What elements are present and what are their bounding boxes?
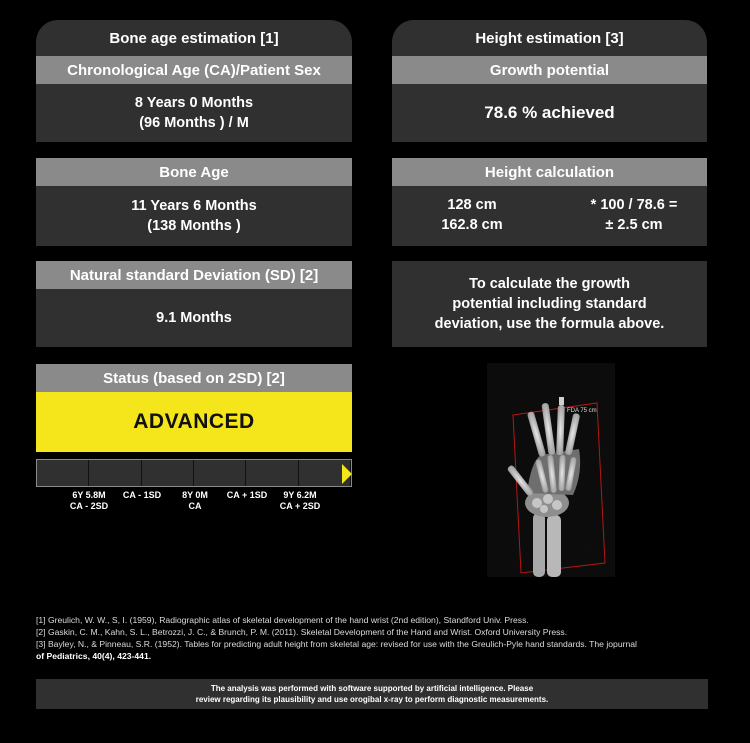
height-calculation-title: Height calculation (392, 158, 707, 186)
bone-age-months: (138 Months ) (147, 218, 241, 234)
ai-disclaimer (36, 679, 708, 709)
status-marker-icon (342, 464, 352, 484)
references (36, 614, 716, 662)
bone-age-years: 11 Years 6 Months (131, 198, 257, 214)
chronological-age-months-sex: (96 Months ) / M (139, 115, 249, 131)
scale-segment (37, 460, 89, 486)
scale-label-ca-age: 8Y 0M (182, 490, 208, 500)
growth-potential-value (392, 84, 707, 142)
height-calc-right (584, 195, 684, 235)
scale-label-minus-1sd-text: CA - 1SD (122, 490, 162, 500)
predicted-height: 162.8 cm (441, 217, 503, 233)
sd-months: 9.1 Months (156, 310, 232, 326)
sd-value (36, 289, 352, 347)
height-calc-left (437, 195, 507, 235)
reference-2: [2] Gaskin, C. M., Kahn, S. L., Betrozzi, J. C., & Brunch, P. M. (2011). Skeletal Development of the Hand and Wrist. Oxford University Press. (36, 627, 568, 637)
status-scale-bar (36, 459, 352, 487)
growth-note-line3: deviation, use the formula above. (434, 316, 665, 332)
current-height: 128 cm (447, 197, 497, 213)
height-tolerance: ± 2.5 cm (605, 217, 663, 233)
growth-note-line2: potential including standard (452, 296, 647, 312)
chronological-age-value (36, 84, 352, 142)
disclaimer-line1: The analysis was performed with software supported by artificial intelligence. Please (210, 684, 534, 693)
scale-label-minus-2sd-text: CA - 2SD (69, 501, 109, 511)
growth-note-line1: To calculate the growth (469, 276, 630, 292)
scale-label-plus-1sd-text: CA + 1SD (226, 490, 268, 500)
scale-label-plus-2sd-text: CA + 2SD (279, 501, 321, 511)
sd-title: Natural standard Deviation (SD) [2] (36, 261, 352, 289)
growth-potential-title: Growth potential (392, 56, 707, 84)
scale-label-ca-text: CA (188, 501, 202, 511)
scale-segment (246, 460, 298, 486)
hand-xray-graphic (487, 363, 615, 577)
height-calculation-body (392, 186, 707, 246)
xray-fda-label: FDA 75 cm (567, 408, 597, 414)
height-panel-header: Height estimation [3] (392, 20, 707, 56)
scale-segment (89, 460, 141, 486)
scale-label-minus-2sd-age: 6Y 5.8M (72, 490, 106, 500)
reference-3: [3] Bayley, N., & Pinneau, S.R. (1952). Tables for predicting adult height from skeletal age: revised for use with the Greulich-Pyle hand standards. The jopurnal (36, 639, 637, 649)
chronological-age-title: Chronological Age (CA)/Patient Sex (36, 56, 352, 84)
growth-potential-percent: 78.6 % achieved (484, 103, 615, 122)
bone-age-panel-header: Bone age estimation [1] (36, 20, 352, 56)
scale-label-plus-2sd-age: 9Y 6.2M (283, 490, 317, 500)
reference-3-continued: of Pediatrics, 40(4), 423-441. (36, 651, 152, 661)
scale-label-plus-2sd (265, 490, 335, 512)
chronological-age-years: 8 Years 0 Months (134, 95, 254, 111)
status-badge: ADVANCED (36, 392, 352, 452)
scale-segment (142, 460, 194, 486)
growth-formula-note (392, 261, 707, 347)
xray-annotation: ... (587, 545, 590, 549)
height-formula: * 100 / 78.6 = (590, 197, 678, 213)
hand-xray-image (487, 363, 615, 577)
reference-1: [1] Greulich, W. W., S, I. (1959), Radiographic atlas of skeletal development of the hand wrist (2nd edition), Standford Univ. Press. (36, 615, 529, 625)
status-title: Status (based on 2SD) [2] (36, 364, 352, 392)
bone-age-title: Bone Age (36, 158, 352, 186)
disclaimer-line2: review regarding its plausibility and use orogibal x-ray to perform diagnostic measurements. (195, 695, 549, 704)
bone-age-value (36, 186, 352, 246)
scale-segment (194, 460, 246, 486)
